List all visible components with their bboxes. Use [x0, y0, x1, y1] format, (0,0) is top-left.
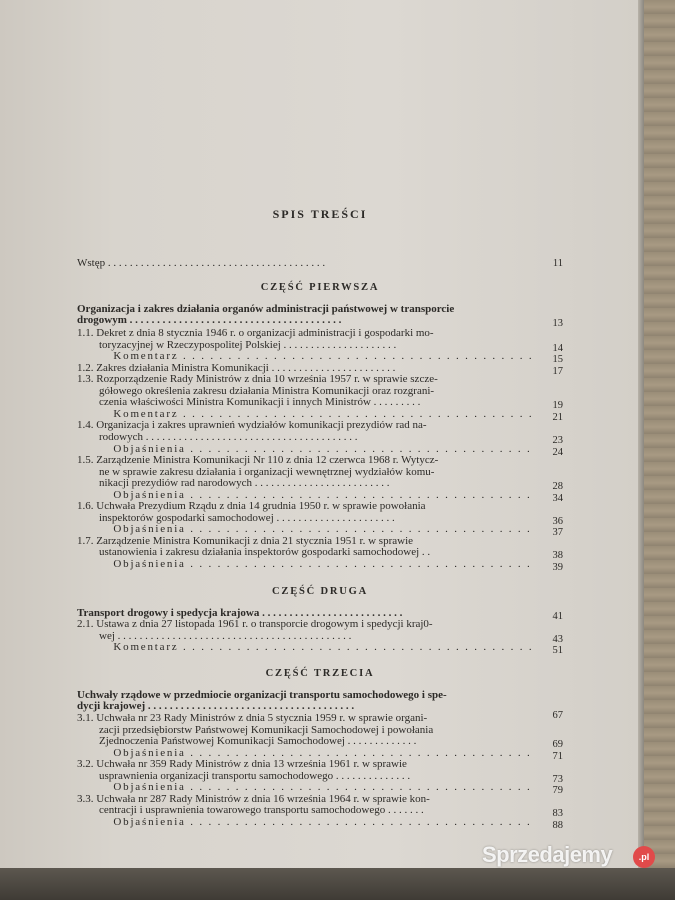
toc-page-number: 37	[552, 527, 563, 539]
table-edge	[0, 868, 675, 900]
section-title-2: Transport drogowy i spedycja krajowa . . . . . . . . . . . . . . . . . . . . . . . . . .	[77, 607, 403, 619]
toc-entry-line: toryzacyjnej w Rzeczypospolitej Polskiej . . . . . . . . . . . . . . . . . . . . .	[77, 338, 397, 351]
background-surface	[644, 0, 675, 900]
toc-entry-line: 3.3. Uchwała nr 287 Rady Ministrów z dnia 16 września 1964 r. w sprawie kon-	[77, 792, 430, 805]
toc-entry-line: Objaśnienia . . . . . . . . . . . . . . . . . . . . . . . . . . . . . . . . . . . . . .	[77, 558, 532, 570]
toc-page-number: 79	[552, 785, 563, 797]
section-page-2: 41	[552, 611, 563, 622]
toc-page-number: 14	[552, 342, 563, 354]
toc-entry-line: czenia właściwości Ministra Komunikacji i innych Ministrów . . . . . . . . .	[77, 396, 421, 409]
toc-entry-line: ne w sprawie zakresu działania i organizacji wewnętrznej wydziałów komu-	[77, 465, 435, 478]
toc-entry-line: Objaśnienia . . . . . . . . . . . . . . . . . . . . . . . . . . . . . . . . . . . . . .	[77, 523, 532, 536]
toc-page-number: 34	[552, 492, 563, 504]
toc-page-number: 88	[552, 819, 563, 831]
part-heading-2: CZĘŚĆ DRUGA	[272, 586, 368, 597]
toc-entry-line: 1.7. Zarządzenie Ministra Komunikacji z dnia 21 stycznia 1951 r. w sprawie	[77, 534, 414, 547]
toc-entry-line: inspektorów gospodarki samochodowej . . . . . . . . . . . . . . . . . . . . . .	[77, 511, 395, 524]
toc-page-number: 21	[552, 411, 563, 423]
toc-entry-line: centracji i usprawnienia towarowego transportu samochodowego . . . . . . .	[77, 804, 424, 817]
toc-entry-line: ustanowienia i zakresu działania inspektorów gospodarki samochodowej . .	[77, 546, 431, 559]
section-title-3-line1: Uchwały rządowe w przedmiocie organizacji transportu samochodowego i spe-	[77, 689, 447, 701]
toc-page-number: 83	[552, 808, 563, 820]
watermark-badge: .pl	[633, 846, 655, 868]
toc-title: SPIS TREŚCI	[272, 207, 368, 221]
toc-page-number: 39	[552, 562, 563, 573]
toc-entry-line: Objaśnienia . . . . . . . . . . . . . . . . . . . . . . . . . . . . . . . . . . . . . .	[77, 781, 532, 794]
watermark-logo: Sprzedajemy	[482, 842, 613, 867]
toc-page-number: 23	[552, 434, 563, 446]
toc-entry-line: gółowego określenia zakresu działania Ministra Komunikacji oraz rozgrani-	[77, 384, 435, 397]
part-heading-3: CZĘŚĆ TRZECIA	[265, 668, 375, 679]
toc-entry-line: Komentarz . . . . . . . . . . . . . . . . . . . . . . . . . . . . . . . . . . . . . . .	[77, 407, 534, 420]
toc-page-number: 69	[552, 739, 563, 751]
toc-entry-line: Objaśnienia . . . . . . . . . . . . . . . . . . . . . . . . . . . . . . . . . . . . . .	[77, 746, 532, 759]
toc-entry-line: 3.2. Uchwała nr 359 Rady Ministrów z dnia 13 września 1961 r. w sprawie	[77, 758, 407, 771]
toc-page-number: 38	[552, 550, 563, 562]
toc-entry-line: usprawnienia organizacji transportu samochodowego . . . . . . . . . . . . . .	[77, 769, 411, 782]
toc-page-number: 51	[552, 645, 563, 657]
toc-entry-line: 1.6. Uchwała Prezydium Rządu z dnia 14 grudnia 1950 r. w sprawie powołania	[77, 500, 426, 513]
toc-page-number: 15	[552, 354, 563, 366]
toc-entry-line: wej . . . . . . . . . . . . . . . . . . . . . . . . . . . . . . . . . . . . . . . . . . .	[77, 629, 352, 642]
toc-entry-line: Objaśnienia . . . . . . . . . . . . . . . . . . . . . . . . . . . . . . . . . . . . . .	[77, 488, 532, 501]
toc-page-intro: 11	[552, 258, 563, 269]
section-title-1-line1: Organizacja i zakres działania organów administracji państwowej w transporcie	[77, 303, 455, 315]
toc-page-number: 17	[552, 365, 563, 377]
section-page-1: 13	[552, 318, 563, 329]
section-title-1-line2: drogowym . . . . . . . . . . . . . . . . . . . . . . . . . . . . . . . . . . . . . . .	[77, 314, 342, 326]
toc-entry-line: Komentarz . . . . . . . . . . . . . . . . . . . . . . . . . . . . . . . . . . . . . . .	[77, 350, 534, 363]
toc-entry-line: 1.1. Dekret z dnia 8 stycznia 1946 r. o organizacji administracji i gospodarki mo-	[77, 327, 434, 339]
toc-entry-line: 1.5. Zarządzenie Ministra Komunikacji Nr 110 z dnia 12 czerwca 1968 r. Wytycz-	[77, 454, 439, 467]
toc-entry-line: nikacji prezydiów rad narodowych . . . . . . . . . . . . . . . . . . . . . . . . .	[77, 477, 390, 490]
toc-entry-line: rodowych . . . . . . . . . . . . . . . . . . . . . . . . . . . . . . . . . . . . . . .	[77, 430, 358, 443]
toc-page-number: 71	[552, 750, 563, 762]
toc-page-number: 28	[552, 481, 563, 493]
toc-page-number: 19	[552, 400, 563, 412]
toc-page-number: 36	[552, 515, 563, 527]
toc-entry-line: Zjednoczenia Państwowej Komunikacji Samochodowej . . . . . . . . . . . . .	[77, 735, 417, 748]
toc-entry-line: 1.4. Organizacja i zakres uprawnień wydziałów komunikacji prezydiów rad na-	[77, 419, 427, 432]
part-heading-1: CZĘŚĆ PIERWSZA	[260, 282, 380, 293]
section-page-3: 67	[552, 710, 563, 721]
toc-page-number: 43	[552, 633, 563, 645]
toc-entry-line: Komentarz . . . . . . . . . . . . . . . . . . . . . . . . . . . . . . . . . . . . . . .	[77, 641, 534, 654]
toc-entry-line: 2.1. Ustawa z dnia 27 listopada 1961 r. o transporcie drogowym i spedycji kraj0-	[77, 618, 433, 630]
toc-page-number: 24	[552, 446, 563, 458]
toc-entry-intro: Wstęp . . . . . . . . . . . . . . . . . . . . . . . . . . . . . . . . . . . . . . . .	[77, 257, 326, 269]
toc-entry-line: Objaśnienia . . . . . . . . . . . . . . . . . . . . . . . . . . . . . . . . . . . . . .	[77, 815, 532, 828]
toc-entry-line: Objaśnienia . . . . . . . . . . . . . . . . . . . . . . . . . . . . . . . . . . . . . .	[77, 442, 532, 455]
section-title-3-line2: dycji krajowej . . . . . . . . . . . . . . . . . . . . . . . . . . . . . . . . . . . . . .	[77, 700, 355, 712]
toc-entry-line: 1.3. Rozporządzenie Rady Ministrów z dnia 10 września 1957 r. w sprawie szcze-	[77, 373, 438, 386]
toc-page-number: 73	[552, 773, 563, 785]
toc-entry-line: 3.1. Uchwała nr 23 Rady Ministrów z dnia 5 stycznia 1959 r. w sprawie organi-	[77, 712, 428, 724]
toc-entry-line: zacji przedsiębiorstw Państwowej Komunikacji Samochodowej i powołania	[77, 723, 434, 736]
toc-entry-line: 1.2. Zakres działania Ministra Komunikacji . . . . . . . . . . . . . . . . . . . . . . .	[77, 361, 396, 374]
